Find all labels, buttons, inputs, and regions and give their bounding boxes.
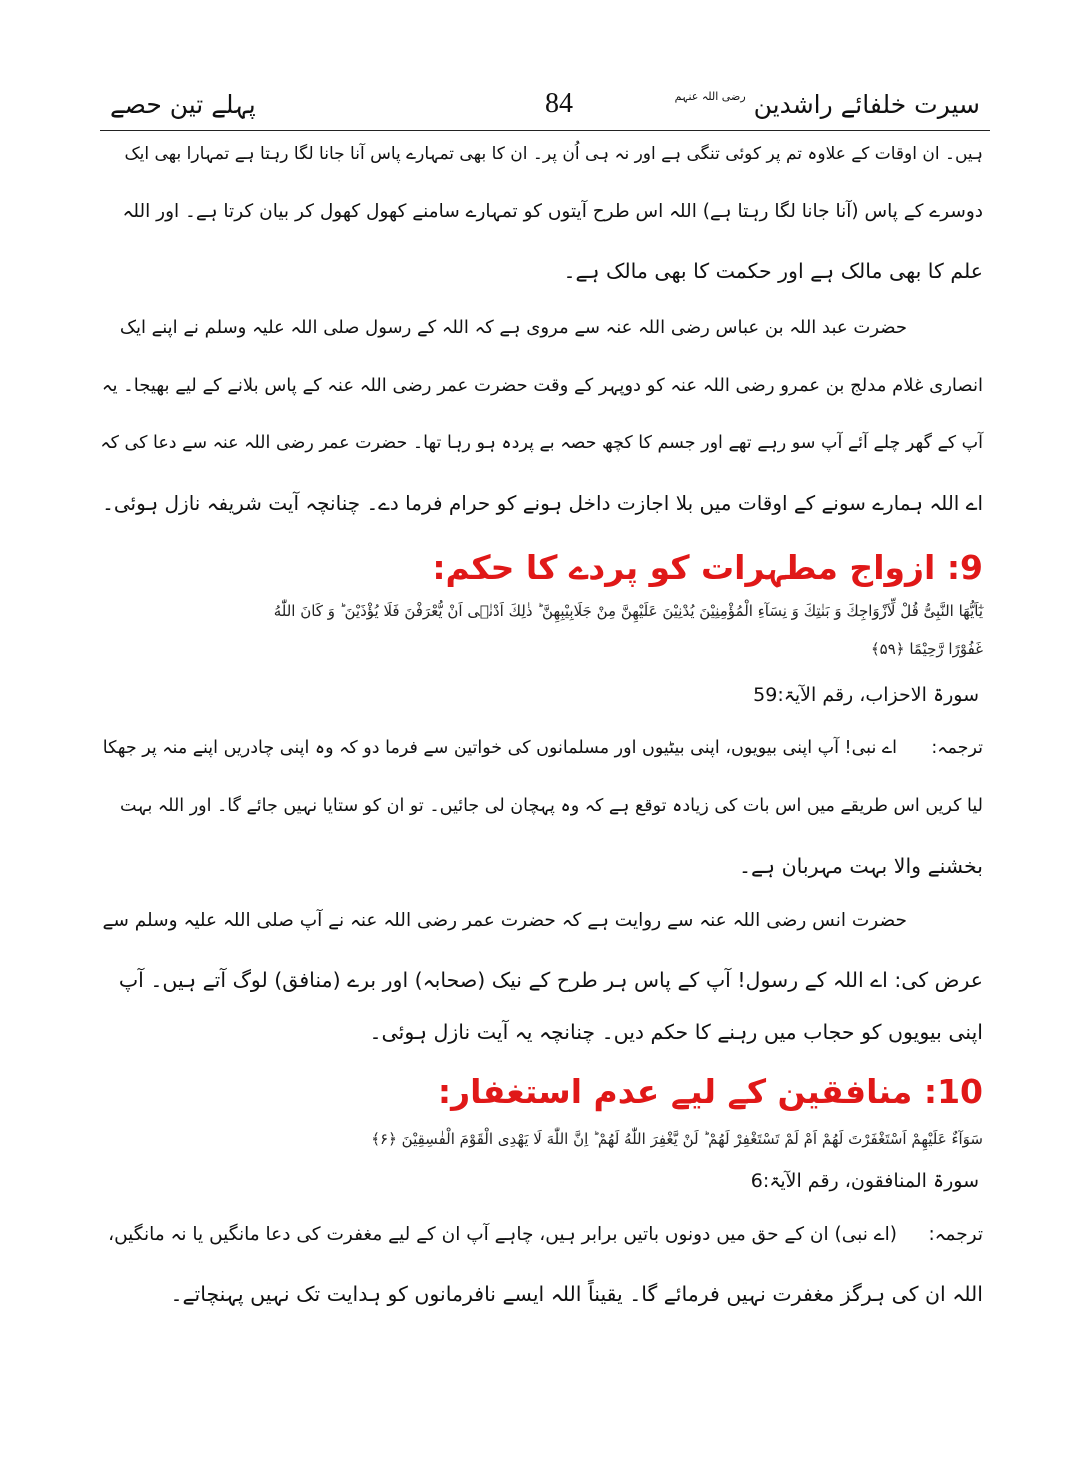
- page-header: [100, 86, 990, 131]
- text-line: علم کا بھی مالک ہے اور حکمت کا بھی مالک ہے۔: [563, 259, 983, 283]
- book-title: [675, 90, 980, 119]
- translation-line: [103, 738, 983, 758]
- volume-label: پہلے تین حصے: [110, 90, 256, 119]
- text-line: ہیں۔ ان اوقات کے علاوہ تم پر کوئی تنگی ہے اور نہ ہی اُن پر۔ ان کا بھی تمہارے پاس آنا جانا لگا رہتا ہے تمہارا بھی ایک: [124, 144, 983, 164]
- text-line: انصاری غلام مدلج بن عمرو رضی اللہ عنہ کو دوپہر کے وقت حضرت عمر رضی اللہ عنہ کے پاس بلانے کے لیے بھیجا۔ یہ: [101, 375, 983, 396]
- translation-line: لیا کریں اس طریقے میں اس بات کی زیادہ توقع ہے کہ وہ پہچان لی جائیں۔ تو ان کو ستایا نہیں جائے گا۔ اور اللہ بہت: [120, 796, 983, 816]
- section-heading-10: 10: منافقین کے لیے عدم استغفار:: [437, 1072, 983, 1111]
- text-line: اپنی بیویوں کو حجاب میں رہنے کا حکم دیں۔ چنانچہ یہ آیت نازل ہوئی۔: [369, 1020, 983, 1044]
- page-number: 84: [545, 88, 573, 119]
- translation-label: ترجمہ:: [928, 1224, 983, 1245]
- text-line: اے اللہ ہمارے سونے کے اوقات میں بلا اجازت داخل ہونے کو حرام فرما دے۔ چنانچہ آیت شریفہ نازل ہوئی۔: [102, 491, 983, 515]
- translation-text: اے نبی! آپ اپنی بیویوں، اپنی بیٹیوں اور مسلمانوں کی خواتین سے فرما دو کہ وہ اپنی چادریں اپنے منہ پر جھکا: [102, 738, 897, 758]
- text-line: حضرت عبد اللہ بن عباس رضی اللہ عنہ سے مروی ہے کہ اللہ کے رسول صلی اللہ علیہ وسلم نے اپنے ایک: [119, 317, 907, 338]
- verse-reference: سورۃ المنافقون، رقم الآیۃ:6: [750, 1170, 979, 1192]
- section-heading-9: 9: ازواج مطہرات کو پردے کا حکم:: [432, 548, 983, 587]
- translation-line: اللہ ان کی ہرگز مغفرت نہیں فرمائے گا۔ یقیناً اللہ ایسے نافرمانوں کو ہدایت تک نہیں پہنچاتے۔: [170, 1282, 983, 1306]
- quran-verse-line: غَفُوْرًا رَّحِیْمًا ﴿۵۹﴾: [870, 640, 983, 658]
- translation-line: [108, 1224, 983, 1245]
- verse-reference: سورۃ الاحزاب، رقم الآیۃ:59: [753, 684, 979, 706]
- quran-verse-line: سَوَآءٌ عَلَیْهِمْ اَسْتَغْفَرْتَ لَهُمْ اَمْ لَمْ تَسْتَغْفِرْ لَهُمْ ؕ لَنْ یَّغْفِرَ اللّٰهُ لَهُمْ ؕ اِنَّ اللّٰهَ لَا یَهْدِی الْقَوْمَ الْفٰسِقِیْنَ ﴿۶﴾: [371, 1130, 983, 1148]
- honorific: رضی اللہ عنہم: [674, 90, 746, 103]
- translation-text: (اے نبی) ان کے حق میں دونوں باتیں برابر ہیں، چاہے آپ ان کے لیے مغفرت کی دعا مانگیں یا نہ مانگیں،: [108, 1224, 897, 1245]
- text-line: عرض کی: اے اللہ کے رسول! آپ کے پاس ہر طرح کے نیک (صحابہ) اور برے (منافق) لوگ آتے ہیں۔ آپ: [118, 968, 983, 992]
- quran-verse-line: یٰٓاَیُّهَا النَّبِیُّ قُلْ لِّاَزْوَاجِكَ وَ بَنٰتِكَ وَ نِسَآءِ الْمُؤْمِنِیْنَ یُدْنِیْنَ عَلَیْهِنَّ مِنْ جَلَابِیْبِهِنَّ ؕ ذٰلِكَ اَدْنٰۤی اَنْ یُّعْرَفْنَ فَلَا یُؤْذَیْنَ ؕ وَ كَانَ اللّٰهُ: [273, 602, 983, 620]
- text-line: آپ کے گھر چلے آئے آپ سو رہے تھے اور جسم کا کچھ حصہ بے پردہ ہو رہا تھا۔ حضرت عمر رضی اللہ عنہ سے دعا کی کہ: [100, 433, 983, 453]
- text-line: دوسرے کے پاس (آنا جانا لگا رہتا ہے) اللہ اس طرح آیتوں کو تمہارے سامنے کھول کھول کر بیان کرتا ہے۔ اور اللہ: [122, 201, 983, 222]
- translation-label: ترجمہ:: [931, 738, 983, 758]
- book-title-text: سیرت خلفائے راشدین: [753, 90, 980, 119]
- translation-line: بخشنے والا بہت مہربان ہے۔: [739, 854, 983, 878]
- text-line: حضرت انس رضی اللہ عنہ سے روایت ہے کہ حضرت عمر رضی اللہ عنہ نے آپ صلی اللہ علیہ وسلم سے: [102, 910, 907, 931]
